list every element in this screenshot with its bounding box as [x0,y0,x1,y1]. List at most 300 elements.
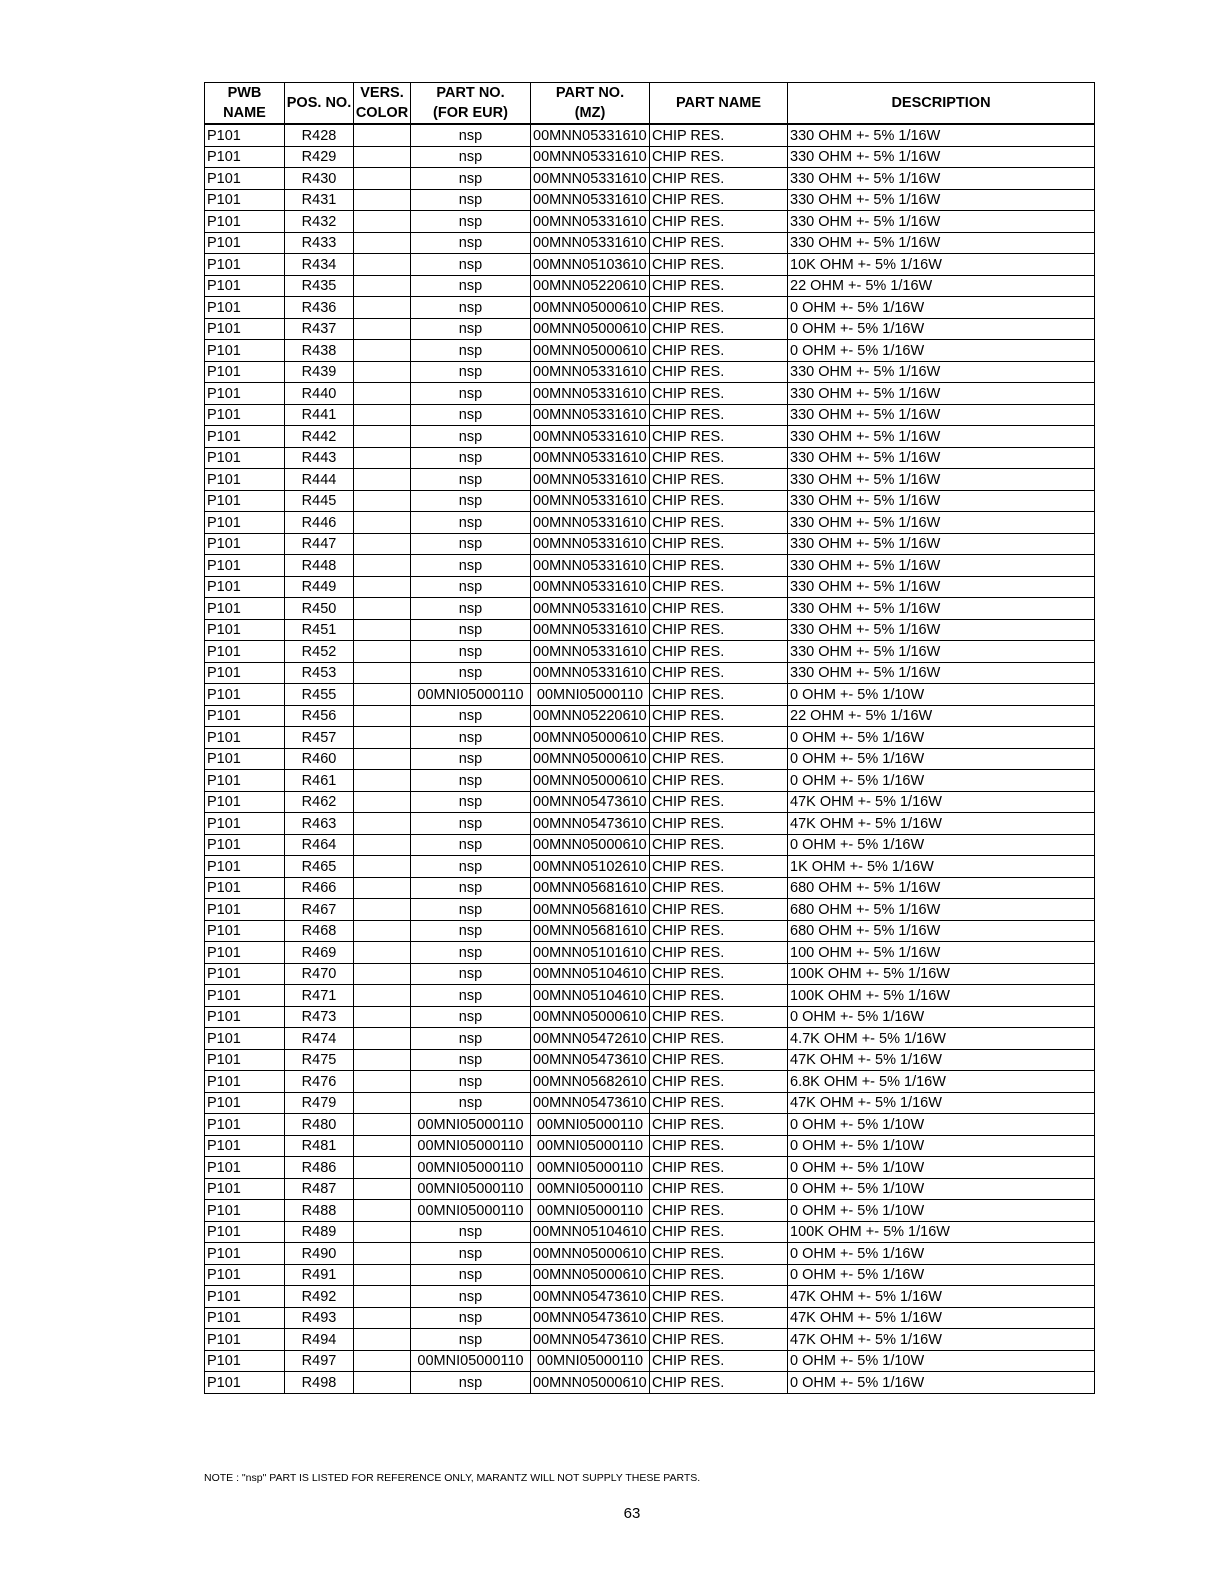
cell-description: 22 OHM +- 5% 1/16W [788,275,1095,297]
cell-vers-color [354,555,411,577]
cell-part-no-eur: nsp [411,619,531,641]
cell-pos-no: R429 [285,146,354,168]
cell-part-name: CHIP RES. [650,469,788,491]
cell-description: 330 OHM +- 5% 1/16W [788,619,1095,641]
cell-description: 47K OHM +- 5% 1/16W [788,1329,1095,1351]
cell-pos-no: R492 [285,1286,354,1308]
cell-pwb-name: P101 [205,318,285,340]
cell-pwb-name: P101 [205,404,285,426]
cell-vers-color [354,1028,411,1050]
cell-vers-color [354,1329,411,1351]
cell-part-no-mz: 00MNN05331610 [531,598,650,620]
cell-description: 330 OHM +- 5% 1/16W [788,189,1095,211]
cell-part-no-eur: nsp [411,555,531,577]
cell-part-no-mz: 00MNN05000610 [531,834,650,856]
cell-part-no-mz: 00MNN05104610 [531,985,650,1007]
cell-part-no-eur: nsp [411,920,531,942]
cell-description: 680 OHM +- 5% 1/16W [788,920,1095,942]
table-row [205,963,1095,985]
table-row [205,834,1095,856]
cell-vers-color [354,619,411,641]
cell-pos-no: R431 [285,189,354,211]
cell-pwb-name: P101 [205,770,285,792]
cell-part-no-mz: 00MNN05331610 [531,619,650,641]
cell-part-no-mz: 00MNI05000110 [531,1114,650,1136]
table-row [205,1329,1095,1351]
table-row [205,426,1095,448]
table-row [205,705,1095,727]
table-row [205,770,1095,792]
cell-description: 330 OHM +- 5% 1/16W [788,383,1095,405]
cell-pwb-name: P101 [205,533,285,555]
cell-part-name: CHIP RES. [650,985,788,1007]
cell-part-no-mz: 00MNN05331610 [531,490,650,512]
cell-description: 330 OHM +- 5% 1/16W [788,168,1095,190]
cell-part-no-mz: 00MNN05682610 [531,1071,650,1093]
table-row [205,1307,1095,1329]
cell-pos-no: R461 [285,770,354,792]
table-row [205,1006,1095,1028]
cell-vers-color [354,662,411,684]
cell-part-no-eur: nsp [411,1006,531,1028]
table-row [205,727,1095,749]
cell-pos-no: R487 [285,1178,354,1200]
cell-part-name: CHIP RES. [650,232,788,254]
cell-part-no-mz: 00MNN05473610 [531,791,650,813]
cell-part-no-eur: nsp [411,877,531,899]
table-row [205,254,1095,276]
header-part-no-eur-line1: PART NO. [436,85,505,101]
cell-pos-no: R456 [285,705,354,727]
cell-part-name: CHIP RES. [650,340,788,362]
cell-part-no-eur: nsp [411,340,531,362]
cell-vers-color [354,813,411,835]
cell-pos-no: R441 [285,404,354,426]
cell-part-no-eur: nsp [411,1028,531,1050]
cell-part-name: CHIP RES. [650,1114,788,1136]
cell-pwb-name: P101 [205,1135,285,1157]
cell-part-no-mz: 00MNN05220610 [531,705,650,727]
cell-part-name: CHIP RES. [650,856,788,878]
table-row [205,168,1095,190]
cell-part-no-eur: nsp [411,1071,531,1093]
cell-part-name: CHIP RES. [650,211,788,233]
cell-pwb-name: P101 [205,426,285,448]
cell-description: 0 OHM +- 5% 1/16W [788,297,1095,319]
cell-pwb-name: P101 [205,1350,285,1372]
cell-part-no-mz: 00MNN05331610 [531,189,650,211]
cell-vers-color [354,254,411,276]
cell-description: 330 OHM +- 5% 1/16W [788,211,1095,233]
cell-pwb-name: P101 [205,1071,285,1093]
cell-description: 330 OHM +- 5% 1/16W [788,512,1095,534]
cell-part-no-mz: 00MNN05472610 [531,1028,650,1050]
table-row [205,662,1095,684]
cell-description: 330 OHM +- 5% 1/16W [788,232,1095,254]
cell-pos-no: R440 [285,383,354,405]
cell-part-name: CHIP RES. [650,1307,788,1329]
cell-part-no-eur: nsp [411,1221,531,1243]
cell-vers-color [354,1135,411,1157]
cell-description: 1K OHM +- 5% 1/16W [788,856,1095,878]
cell-part-no-eur: nsp [411,447,531,469]
cell-part-no-eur: nsp [411,791,531,813]
cell-description: 47K OHM +- 5% 1/16W [788,1049,1095,1071]
cell-part-name: CHIP RES. [650,684,788,706]
cell-part-name: CHIP RES. [650,533,788,555]
cell-pwb-name: P101 [205,469,285,491]
cell-part-no-eur: 00MNI05000110 [411,1178,531,1200]
cell-pwb-name: P101 [205,877,285,899]
cell-pos-no: R457 [285,727,354,749]
table-row [205,318,1095,340]
cell-part-name: CHIP RES. [650,490,788,512]
table-row [205,1028,1095,1050]
cell-pos-no: R474 [285,1028,354,1050]
cell-description: 100 OHM +- 5% 1/16W [788,942,1095,964]
cell-part-no-eur: nsp [411,189,531,211]
header-part-name: PART NAME [650,83,788,125]
cell-part-name: CHIP RES. [650,318,788,340]
cell-pos-no: R498 [285,1372,354,1394]
cell-description: 330 OHM +- 5% 1/16W [788,555,1095,577]
cell-part-no-eur: 00MNI05000110 [411,1135,531,1157]
cell-description: 47K OHM +- 5% 1/16W [788,1092,1095,1114]
cell-vers-color [354,1307,411,1329]
cell-part-no-mz: 00MNN05331610 [531,469,650,491]
cell-part-no-eur: nsp [411,490,531,512]
cell-part-name: CHIP RES. [650,920,788,942]
table-row [205,1286,1095,1308]
cell-pwb-name: P101 [205,705,285,727]
cell-part-name: CHIP RES. [650,1006,788,1028]
cell-description: 100K OHM +- 5% 1/16W [788,1221,1095,1243]
cell-part-no-eur: nsp [411,512,531,534]
table-row [205,1178,1095,1200]
cell-part-name: CHIP RES. [650,1028,788,1050]
cell-part-no-mz: 00MNN05000610 [531,318,650,340]
cell-pos-no: R428 [285,124,354,146]
cell-part-name: CHIP RES. [650,641,788,663]
header-pwb-name-line1: PWB [227,85,262,101]
table-row [205,1092,1095,1114]
cell-pos-no: R466 [285,877,354,899]
cell-vers-color [354,1178,411,1200]
cell-pwb-name: P101 [205,146,285,168]
cell-pwb-name: P101 [205,189,285,211]
cell-description: 330 OHM +- 5% 1/16W [788,641,1095,663]
header-description: DESCRIPTION [788,83,1095,125]
cell-pos-no: R467 [285,899,354,921]
header-part-no-eur-line2: (FOR EUR) [433,105,508,121]
cell-part-name: CHIP RES. [650,426,788,448]
cell-vers-color [354,942,411,964]
cell-description: 680 OHM +- 5% 1/16W [788,899,1095,921]
table-row [205,211,1095,233]
cell-vers-color [354,1114,411,1136]
cell-description: 330 OHM +- 5% 1/16W [788,533,1095,555]
cell-pwb-name: P101 [205,1286,285,1308]
header-pwb-name [205,83,285,125]
cell-part-no-mz: 00MNN05331610 [531,124,650,146]
cell-pos-no: R497 [285,1350,354,1372]
cell-pos-no: R435 [285,275,354,297]
cell-pos-no: R479 [285,1092,354,1114]
cell-pwb-name: P101 [205,942,285,964]
cell-pwb-name: P101 [205,641,285,663]
cell-part-name: CHIP RES. [650,727,788,749]
cell-pos-no: R453 [285,662,354,684]
cell-pwb-name: P101 [205,1264,285,1286]
cell-part-no-mz: 00MNN05000610 [531,1264,650,1286]
cell-part-name: CHIP RES. [650,555,788,577]
cell-vers-color [354,318,411,340]
cell-pos-no: R494 [285,1329,354,1351]
cell-part-no-mz: 00MNN05331610 [531,426,650,448]
table-row [205,1264,1095,1286]
cell-part-no-mz: 00MNN05331610 [531,641,650,663]
cell-part-no-eur: nsp [411,834,531,856]
cell-pos-no: R470 [285,963,354,985]
cell-description: 0 OHM +- 5% 1/16W [788,1372,1095,1394]
cell-description: 0 OHM +- 5% 1/16W [788,770,1095,792]
cell-part-no-mz: 00MNN05000610 [531,340,650,362]
cell-vers-color [354,297,411,319]
cell-pos-no: R434 [285,254,354,276]
cell-vers-color [354,533,411,555]
cell-vers-color [354,168,411,190]
cell-pwb-name: P101 [205,662,285,684]
header-part-no-mz-line1: PART NO. [555,85,625,101]
cell-part-no-mz: 00MNN05473610 [531,1049,650,1071]
cell-pwb-name: P101 [205,748,285,770]
cell-part-name: CHIP RES. [650,1286,788,1308]
cell-part-no-mz: 00MNN05331610 [531,146,650,168]
cell-pwb-name: P101 [205,1221,285,1243]
table-row [205,189,1095,211]
cell-description: 330 OHM +- 5% 1/16W [788,361,1095,383]
cell-part-no-eur: nsp [411,1264,531,1286]
cell-pwb-name: P101 [205,275,285,297]
cell-vers-color [354,791,411,813]
table-row [205,1372,1095,1394]
cell-pwb-name: P101 [205,985,285,1007]
cell-part-name: CHIP RES. [650,1350,788,1372]
table-row [205,856,1095,878]
cell-description: 0 OHM +- 5% 1/10W [788,1114,1095,1136]
cell-part-name: CHIP RES. [650,942,788,964]
cell-description: 47K OHM +- 5% 1/16W [788,813,1095,835]
cell-part-no-eur: nsp [411,662,531,684]
cell-part-name: CHIP RES. [650,1200,788,1222]
cell-part-no-mz: 00MNN05000610 [531,1243,650,1265]
cell-part-no-eur: nsp [411,727,531,749]
cell-vers-color [354,1200,411,1222]
cell-vers-color [354,770,411,792]
cell-description: 100K OHM +- 5% 1/16W [788,985,1095,1007]
cell-vers-color [354,1221,411,1243]
cell-pos-no: R465 [285,856,354,878]
cell-part-name: CHIP RES. [650,297,788,319]
cell-description: 0 OHM +- 5% 1/16W [788,340,1095,362]
table-row [205,985,1095,1007]
cell-part-no-mz: 00MNN05104610 [531,1221,650,1243]
cell-pwb-name: P101 [205,1200,285,1222]
table-row [205,684,1095,706]
cell-part-name: CHIP RES. [650,124,788,146]
table-row [205,1350,1095,1372]
cell-vers-color [354,1092,411,1114]
parts-table-body [205,124,1095,1393]
cell-pos-no: R449 [285,576,354,598]
cell-part-no-mz: 00MNI05000110 [531,1135,650,1157]
cell-part-no-eur: nsp [411,985,531,1007]
cell-part-no-eur: 00MNI05000110 [411,1114,531,1136]
cell-vers-color [354,232,411,254]
cell-part-no-mz: 00MNN05000610 [531,297,650,319]
cell-description: 330 OHM +- 5% 1/16W [788,490,1095,512]
table-row [205,533,1095,555]
cell-vers-color [354,275,411,297]
table-row [205,1114,1095,1136]
cell-part-no-eur: nsp [411,404,531,426]
cell-description: 100K OHM +- 5% 1/16W [788,963,1095,985]
cell-description: 330 OHM +- 5% 1/16W [788,447,1095,469]
cell-pos-no: R446 [285,512,354,534]
cell-part-no-eur: nsp [411,856,531,878]
cell-part-name: CHIP RES. [650,1092,788,1114]
cell-pos-no: R493 [285,1307,354,1329]
cell-part-name: CHIP RES. [650,748,788,770]
cell-part-name: CHIP RES. [650,813,788,835]
cell-vers-color [354,361,411,383]
cell-part-name: CHIP RES. [650,168,788,190]
cell-part-no-eur: nsp [411,1243,531,1265]
cell-vers-color [354,124,411,146]
cell-part-no-eur: nsp [411,813,531,835]
cell-description: 330 OHM +- 5% 1/16W [788,124,1095,146]
cell-vers-color [354,426,411,448]
cell-pwb-name: P101 [205,1372,285,1394]
cell-vers-color [354,576,411,598]
cell-part-no-eur: nsp [411,705,531,727]
cell-part-no-mz: 00MNN05220610 [531,275,650,297]
cell-pwb-name: P101 [205,124,285,146]
cell-vers-color [354,189,411,211]
cell-description: 4.7K OHM +- 5% 1/16W [788,1028,1095,1050]
cell-part-no-mz: 00MNN05104610 [531,963,650,985]
cell-pwb-name: P101 [205,856,285,878]
cell-pwb-name: P101 [205,727,285,749]
table-row [205,1221,1095,1243]
cell-part-no-mz: 00MNN05000610 [531,1006,650,1028]
cell-part-no-eur: nsp [411,1092,531,1114]
table-row [205,1243,1095,1265]
cell-description: 0 OHM +- 5% 1/10W [788,1200,1095,1222]
cell-vers-color [354,469,411,491]
cell-vers-color [354,920,411,942]
cell-description: 0 OHM +- 5% 1/10W [788,1135,1095,1157]
cell-part-no-eur: nsp [411,124,531,146]
table-row [205,383,1095,405]
cell-part-no-mz: 00MNN05102610 [531,856,650,878]
header-pos-no: POS. NO. [285,83,354,125]
cell-part-no-mz: 00MNI05000110 [531,684,650,706]
page-number: 63 [623,1505,641,1522]
cell-part-no-mz: 00MNI05000110 [531,1350,650,1372]
cell-part-name: CHIP RES. [650,963,788,985]
table-row [205,146,1095,168]
cell-pos-no: R468 [285,920,354,942]
cell-pwb-name: P101 [205,791,285,813]
cell-part-name: CHIP RES. [650,1157,788,1179]
cell-part-name: CHIP RES. [650,254,788,276]
cell-pos-no: R442 [285,426,354,448]
cell-part-no-eur: nsp [411,146,531,168]
cell-description: 6.8K OHM +- 5% 1/16W [788,1071,1095,1093]
cell-pos-no: R439 [285,361,354,383]
cell-vers-color [354,985,411,1007]
cell-part-no-mz: 00MNI05000110 [531,1178,650,1200]
cell-part-name: CHIP RES. [650,189,788,211]
cell-part-no-eur: nsp [411,254,531,276]
cell-pos-no: R462 [285,791,354,813]
cell-part-no-mz: 00MNN05000610 [531,727,650,749]
cell-description: 330 OHM +- 5% 1/16W [788,404,1095,426]
cell-pos-no: R473 [285,1006,354,1028]
cell-part-no-eur: nsp [411,576,531,598]
table-row [205,1135,1095,1157]
cell-pos-no: R490 [285,1243,354,1265]
cell-vers-color [354,1049,411,1071]
cell-part-name: CHIP RES. [650,1243,788,1265]
cell-part-no-mz: 00MNN05331610 [531,576,650,598]
cell-pwb-name: P101 [205,1092,285,1114]
cell-part-name: CHIP RES. [650,383,788,405]
cell-part-no-eur: nsp [411,232,531,254]
table-row [205,1157,1095,1179]
cell-part-no-eur: nsp [411,1329,531,1351]
cell-vers-color [354,705,411,727]
cell-description: 330 OHM +- 5% 1/16W [788,576,1095,598]
cell-part-no-eur: nsp [411,168,531,190]
cell-part-no-mz: 00MNN05473610 [531,1286,650,1308]
cell-pos-no: R464 [285,834,354,856]
cell-part-name: CHIP RES. [650,146,788,168]
cell-part-name: CHIP RES. [650,705,788,727]
cell-pos-no: R463 [285,813,354,835]
cell-pwb-name: P101 [205,1243,285,1265]
cell-part-no-mz: 00MNN05473610 [531,1092,650,1114]
cell-pos-no: R488 [285,1200,354,1222]
cell-part-no-mz: 00MNN05331610 [531,447,650,469]
cell-part-no-eur: nsp [411,383,531,405]
table-row [205,813,1095,835]
parts-table [204,82,1095,1394]
cell-pwb-name: P101 [205,211,285,233]
cell-pos-no: R436 [285,297,354,319]
cell-description: 0 OHM +- 5% 1/10W [788,1178,1095,1200]
cell-vers-color [354,340,411,362]
cell-pos-no: R447 [285,533,354,555]
cell-part-no-mz: 00MNN05000610 [531,1372,650,1394]
cell-part-name: CHIP RES. [650,1178,788,1200]
cell-pos-no: R438 [285,340,354,362]
cell-part-no-eur: nsp [411,1049,531,1071]
cell-pos-no: R469 [285,942,354,964]
table-row [205,297,1095,319]
cell-part-no-mz: 00MNN05473610 [531,813,650,835]
